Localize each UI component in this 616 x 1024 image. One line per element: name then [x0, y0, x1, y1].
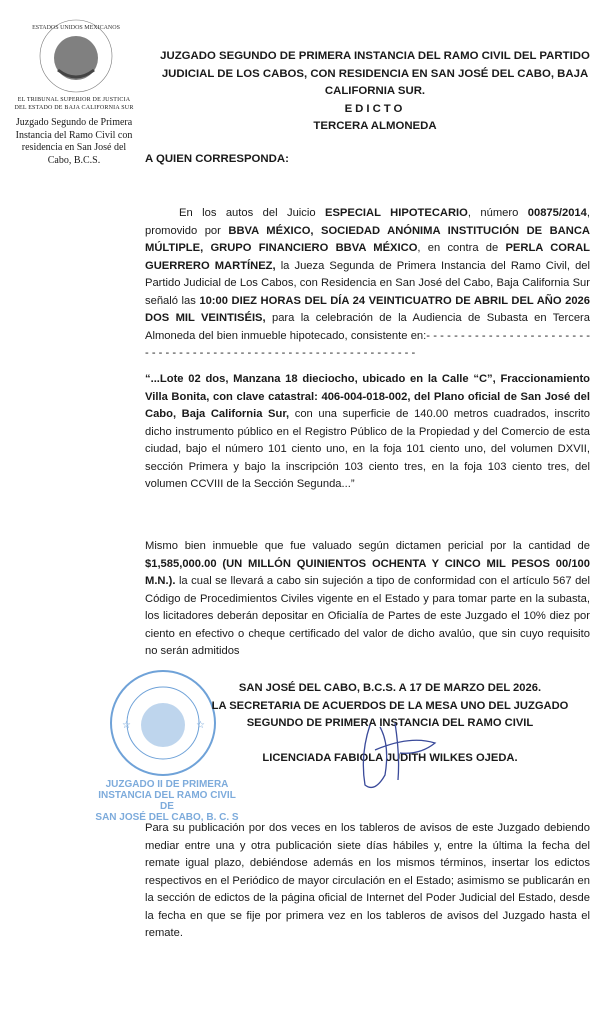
court-caption-left	[4, 117, 144, 167]
text-segment: la Jueza Segunda de Primera Instancia del Ramo Civil, del Partido Judicial de Los Cabos, con Residencia en San José del Cabo, Baja California Sur señaló las	[145, 259, 591, 307]
text-segment: Mismo bien inmueble que fue valuado según dictamen pericial por la cantidad de	[145, 540, 590, 552]
bold-text-segment: ESPECIAL HIPOTECARIO	[325, 207, 468, 219]
document-subtitle: TERCERA ALMONEDA	[313, 120, 437, 133]
text-segment: con una superficie de 140.00 metros cuadrados, inscrito dicho instrumento público en el Registro Público de la Propiedad y del Comercio de esta ciudad, bajo el número 101 ciento uno, en la foja 101 ciento uno, del volumen DXVII, sección Primera y bajo la inscripción 103 ciento tres, en la foja 103 ciento tres, del volumen CCVIII de la Sección Segunda...”	[145, 408, 590, 490]
header-line: JUZGADO SEGUNDO DE PRIMERA INSTANCIA DEL RAMO CIVIL DEL PARTIDO	[160, 50, 590, 62]
tribunal-line: DEL ESTADO DE BAJA CALIFORNIA SUR	[14, 105, 134, 111]
text-segment: , promovido por	[145, 207, 590, 237]
text-segment: , número	[467, 207, 528, 219]
court-caption-line: Cabo, B.C.S.	[47, 154, 101, 166]
paragraph-intro	[145, 205, 590, 363]
text-segment: Para su publicación por dos veces en los tableros de avisos de este Juzgado debiendo mediar entre una y otra publicación siete días hábiles y, entre la última la fecha del remate igual plazo, debiéndose además en los mismos términos, insertar los edictos respectivos en el Periódico de mayor circulación en el Estado; asimismo se publicarán en la sección de edictos de la página oficial de Internet del Poder Judicial del Estado, desde la fecha en que se fije por primera vez en los tableros de avisos del Juzgado hasta el remate.	[145, 822, 590, 939]
paragraph-valuation	[145, 538, 590, 661]
salutation: A QUIEN CORRESPONDA:	[145, 153, 289, 165]
text-segment: la cual se llevará a cabo sin sujeción a tipo de conformidad con el artículo 567 del Código de Procedimientos Civiles vigente en el Estado y para tomar parte en la subasta, los licitadores deberán depositar en Oficialía de Partes de este Juzgado el 10% diez por ciento en efectivo o cheque certificado del valor de dicho avalúo, que sin cuyo requisito no serán admitidos	[145, 575, 590, 657]
seal-caption	[92, 779, 242, 823]
signer-role: LA SECRETARIA DE ACUERDOS DE LA MESA UNO DEL JUZGADO	[211, 699, 569, 712]
place-date: SAN JOSÉ DEL CABO, B.C.S. A 17 DE MARZO DEL 2026.	[238, 682, 542, 694]
signer-role: SEGUNDO DE PRIMERA INSTANCIA DEL RAMO CIVIL	[246, 717, 534, 729]
bold-text-segment: BBVA MÉXICO, SOCIEDAD ANÓNIMA INSTITUCIÓN DE BANCA MÚLTIPLE, GRUPO FINANCIERO BBVA MÉXICO	[145, 224, 590, 254]
text-segment: para la celebración de la Audiencia de Subasta en Tercera Almoneda del bien inmueble hipotecado, consistente en:- - - - - - - - - - - - - - - - - - - - - - - - - - - - - - - - - - - - - - - - - - - - - - - - - - - - - - - - - - - - - - - -	[145, 312, 591, 359]
header-line: JUDICIAL DE LOS CABOS, CON RESIDENCIA EN SAN JOSÉ DEL CABO, BAJA	[161, 67, 589, 80]
svg-text:☆: ☆	[196, 720, 205, 731]
paragraph-publication	[145, 820, 590, 943]
tribunal-line: EL TRIBUNAL SUPERIOR DE JUSTICIA	[17, 97, 131, 103]
bold-text-segment: 10:00 DIEZ HORAS DEL DÍA 24 VEINTICUATRO DE ABRIL DEL AÑO 2026 DOS MIL VEINTISÉIS,	[145, 294, 590, 324]
document-header	[150, 48, 600, 136]
bold-text-segment: $1,585,000.00 (UN MILLÓN QUINIENTOS OCHENTA Y CINCO MIL PESOS 00/100 M.N.).	[145, 557, 590, 587]
document-type: EDICTO	[344, 102, 406, 115]
seal-caption-line: INSTANCIA DEL RAMO CIVIL DE	[98, 790, 236, 812]
seal-caption-line: JUZGADO II DE PRIMERA	[105, 779, 229, 790]
court-caption-line: residencia en San José del	[21, 142, 127, 153]
paragraph-property-quote	[145, 371, 590, 494]
signer-name: LICENCIADA FABIOLA JUDITH WILKES OJEDA.	[262, 751, 518, 764]
svg-text:☆: ☆	[122, 720, 131, 731]
bold-text-segment: PERLA CORAL GUERRERO MARTÍNEZ,	[145, 242, 590, 272]
mexican-coat-of-arms-emblem	[32, 18, 120, 94]
svg-text:ESTADOS UNIDOS MEXICANOS: ESTADOS UNIDOS MEXICANOS	[32, 25, 120, 31]
bold-text-segment: 00875/2014	[527, 207, 587, 219]
bold-text-segment: “...Lote 02 dos, Manzana 18 dieciocho, ubicado en la Calle “C”, Fraccionamiento Villa Bonita, con clave catastral: 406-004-018-002, del Plano oficial de San José del Cabo, Baja California Sur,	[145, 373, 590, 420]
handwritten-signature	[340, 715, 450, 795]
text-segment: En los autos del Juicio	[179, 207, 325, 219]
header-line: CALIFORNIA SUR.	[324, 85, 426, 98]
text-segment: , en contra de	[417, 242, 506, 254]
court-caption-line: Juzgado Segundo de Primera	[15, 117, 133, 128]
tribunal-caption	[4, 96, 144, 112]
court-caption-line: Instancia del Ramo Civil con	[15, 129, 133, 141]
seal-caption-line: SAN JOSÉ DEL CABO, B. C. S	[95, 812, 239, 823]
